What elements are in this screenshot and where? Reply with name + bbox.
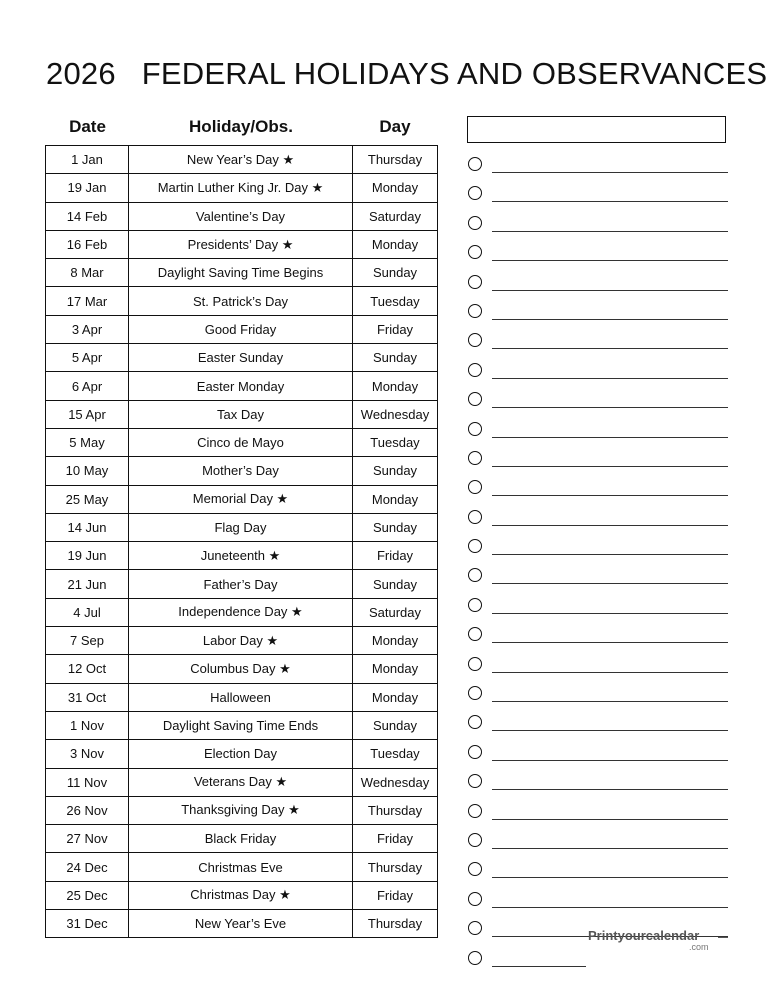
holiday-day-cell: Saturday (353, 202, 438, 230)
table-row (46, 627, 438, 655)
note-line[interactable] (492, 701, 728, 702)
holiday-table (45, 145, 438, 938)
list-item (466, 445, 728, 474)
table-row (46, 796, 438, 824)
note-line[interactable] (492, 348, 728, 349)
holiday-day-cell: Wednesday (353, 400, 438, 428)
note-line[interactable] (492, 672, 728, 673)
holiday-date-cell: 10 May (46, 457, 129, 485)
holiday-name-cell: Valentine’s Day (129, 202, 353, 230)
holiday-name-cell: Black Friday (129, 825, 353, 853)
holiday-name-cell: Election Day (129, 740, 353, 768)
table-row (46, 400, 438, 428)
holiday-date-cell: 1 Jan (46, 146, 129, 174)
holiday-date-cell: 25 May (46, 485, 129, 513)
brand-logo (588, 928, 728, 958)
holiday-name-cell: Halloween (129, 683, 353, 711)
holiday-date-cell: 24 Dec (46, 853, 129, 881)
checkbox-circle-icon[interactable] (468, 715, 482, 729)
checkbox-circle-icon[interactable] (468, 392, 482, 406)
holiday-day-cell: Tuesday (353, 287, 438, 315)
holiday-day-cell: Friday (353, 542, 438, 570)
holiday-date-cell: 25 Dec (46, 881, 129, 909)
checkbox-circle-icon[interactable] (468, 921, 482, 935)
table-row (46, 457, 438, 485)
table-row (46, 174, 438, 202)
holiday-date-cell: 17 Mar (46, 287, 129, 315)
list-item (466, 739, 728, 768)
checkbox-circle-icon[interactable] (468, 216, 482, 230)
holiday-date-cell: 31 Oct (46, 683, 129, 711)
note-line[interactable] (492, 495, 728, 496)
holiday-day-cell: Sunday (353, 457, 438, 485)
list-item (466, 151, 728, 180)
checkbox-circle-icon[interactable] (468, 186, 482, 200)
note-line[interactable] (492, 760, 728, 761)
checkbox-circle-icon[interactable] (468, 627, 482, 641)
table-row (46, 202, 438, 230)
checkbox-circle-icon[interactable] (468, 892, 482, 906)
brand-tld: .com (689, 942, 709, 952)
holiday-date-cell: 3 Nov (46, 740, 129, 768)
note-line[interactable] (492, 642, 728, 643)
holiday-name-cell: Daylight Saving Time Ends (129, 711, 353, 739)
list-item (466, 357, 728, 386)
page-title (46, 52, 768, 96)
holiday-name-cell: Easter Sunday (129, 344, 353, 372)
holiday-name-cell: Father’s Day (129, 570, 353, 598)
holiday-day-cell: Tuesday (353, 428, 438, 456)
holiday-day-cell: Monday (353, 627, 438, 655)
table-row (46, 853, 438, 881)
table-row (46, 881, 438, 909)
holiday-date-cell: 11 Nov (46, 768, 129, 796)
holiday-date-cell: 6 Apr (46, 372, 129, 400)
table-row (46, 428, 438, 456)
checkbox-circle-icon[interactable] (468, 157, 482, 171)
holiday-name-cell: Tax Day (129, 400, 353, 428)
checkbox-circle-icon[interactable] (468, 275, 482, 289)
table-row (46, 683, 438, 711)
holiday-name-cell: Presidents’ Day ★ (129, 230, 353, 258)
table-row (46, 259, 438, 287)
holiday-date-cell: 31 Dec (46, 910, 129, 938)
holiday-date-cell: 16 Feb (46, 230, 129, 258)
note-line[interactable] (492, 907, 728, 908)
note-line[interactable] (492, 378, 728, 379)
title-year: 2026 (46, 56, 116, 91)
list-item (466, 680, 728, 709)
list-item (466, 504, 728, 533)
checkbox-circle-icon[interactable] (468, 422, 482, 436)
holiday-date-cell: 15 Apr (46, 400, 129, 428)
holiday-day-cell: Monday (353, 372, 438, 400)
list-item (466, 386, 728, 415)
holiday-name-cell: Columbus Day ★ (129, 655, 353, 683)
holiday-name-cell: Labor Day ★ (129, 627, 353, 655)
holiday-day-cell: Sunday (353, 570, 438, 598)
list-item (466, 856, 728, 885)
checkbox-circle-icon[interactable] (468, 774, 482, 788)
holiday-date-cell: 8 Mar (46, 259, 129, 287)
note-line[interactable] (492, 290, 728, 291)
list-item (466, 709, 728, 738)
note-line[interactable] (492, 319, 728, 320)
column-header-holiday: Holiday/Obs. (189, 117, 293, 136)
note-line[interactable] (492, 789, 728, 790)
holiday-date-cell: 21 Jun (46, 570, 129, 598)
holiday-date-cell: 4 Jul (46, 598, 129, 626)
checkbox-circle-icon[interactable] (468, 862, 482, 876)
holiday-name-cell: New Year’s Eve (129, 910, 353, 938)
holiday-date-cell: 14 Jun (46, 513, 129, 541)
holiday-name-cell: Christmas Eve (129, 853, 353, 881)
checkbox-circle-icon[interactable] (468, 245, 482, 259)
holiday-day-cell: Monday (353, 655, 438, 683)
list-item (466, 827, 728, 856)
note-line[interactable] (492, 231, 728, 232)
holiday-date-cell: 12 Oct (46, 655, 129, 683)
holiday-day-cell: Thursday (353, 910, 438, 938)
checkbox-circle-icon[interactable] (468, 686, 482, 700)
note-line[interactable] (492, 466, 728, 467)
note-line[interactable] (492, 172, 728, 173)
note-line[interactable] (492, 877, 728, 878)
list-item (466, 562, 728, 591)
checkbox-circle-icon[interactable] (468, 451, 482, 465)
holiday-name-cell: Christmas Day ★ (129, 881, 353, 909)
list-item (466, 621, 728, 650)
holiday-date-cell: 14 Feb (46, 202, 129, 230)
column-header-day: Day (379, 117, 411, 136)
holiday-day-cell: Friday (353, 315, 438, 343)
list-item (466, 798, 728, 827)
title-text: FEDERAL HOLIDAYS AND OBSERVANCES (141, 56, 768, 91)
checkbox-circle-icon[interactable] (468, 480, 482, 494)
holiday-name-cell: Juneteenth ★ (129, 542, 353, 570)
list-item (466, 298, 728, 327)
holiday-name-cell: Good Friday (129, 315, 353, 343)
holiday-date-cell: 26 Nov (46, 796, 129, 824)
list-item (466, 768, 728, 797)
checkbox-circle-icon[interactable] (468, 304, 482, 318)
holiday-day-cell: Sunday (353, 259, 438, 287)
checkbox-circle-icon[interactable] (468, 510, 482, 524)
holiday-day-cell: Sunday (353, 344, 438, 372)
holiday-day-cell: Wednesday (353, 768, 438, 796)
note-line[interactable] (492, 848, 728, 849)
holiday-day-cell: Friday (353, 881, 438, 909)
table-row (46, 598, 438, 626)
holiday-name-cell: Daylight Saving Time Begins (129, 259, 353, 287)
table-row (46, 655, 438, 683)
list-item (466, 210, 728, 239)
holiday-date-cell: 3 Apr (46, 315, 129, 343)
holiday-name-cell: Memorial Day ★ (129, 485, 353, 513)
table-row (46, 513, 438, 541)
holiday-name-cell: St. Patrick’s Day (129, 287, 353, 315)
checkbox-circle-icon[interactable] (468, 363, 482, 377)
notes-checklist (466, 151, 728, 974)
table-row (46, 315, 438, 343)
note-line[interactable] (492, 730, 728, 731)
list-item (466, 592, 728, 621)
notes-heading-box[interactable] (467, 116, 726, 143)
holiday-date-cell: 5 May (46, 428, 129, 456)
holiday-day-cell: Tuesday (353, 740, 438, 768)
note-line[interactable] (492, 554, 728, 555)
checkbox-circle-icon[interactable] (468, 951, 482, 965)
holiday-date-cell: 19 Jun (46, 542, 129, 570)
holiday-day-cell: Sunday (353, 711, 438, 739)
table-row (46, 230, 438, 258)
holiday-name-cell: Mother’s Day (129, 457, 353, 485)
holiday-day-cell: Monday (353, 230, 438, 258)
holiday-day-cell: Thursday (353, 146, 438, 174)
holiday-day-cell: Friday (353, 825, 438, 853)
table-row (46, 287, 438, 315)
table-row (46, 146, 438, 174)
table-row (46, 711, 438, 739)
table-row (46, 344, 438, 372)
checkbox-circle-icon[interactable] (468, 598, 482, 612)
holiday-day-cell: Thursday (353, 796, 438, 824)
holiday-date-cell: 5 Apr (46, 344, 129, 372)
note-line[interactable] (492, 407, 728, 408)
holiday-day-cell: Thursday (353, 853, 438, 881)
holiday-name-cell: Veterans Day ★ (129, 768, 353, 796)
table-row (46, 485, 438, 513)
holiday-name-cell: Independence Day ★ (129, 598, 353, 626)
table-row (46, 570, 438, 598)
table-row (46, 372, 438, 400)
holiday-name-cell: Flag Day (129, 513, 353, 541)
holiday-day-cell: Sunday (353, 513, 438, 541)
holiday-name-cell: New Year’s Day ★ (129, 146, 353, 174)
note-line[interactable] (492, 819, 728, 820)
list-item (466, 416, 728, 445)
note-line[interactable] (492, 966, 586, 967)
checkbox-circle-icon[interactable] (468, 333, 482, 347)
note-line[interactable] (492, 613, 728, 614)
holiday-name-cell: Thanksgiving Day ★ (129, 796, 353, 824)
holiday-name-cell: Martin Luther King Jr. Day ★ (129, 174, 353, 202)
checkbox-circle-icon[interactable] (468, 539, 482, 553)
checkbox-circle-icon[interactable] (468, 657, 482, 671)
table-row (46, 910, 438, 938)
checkbox-circle-icon[interactable] (468, 804, 482, 818)
note-line[interactable] (492, 583, 728, 584)
holiday-day-cell: Monday (353, 174, 438, 202)
list-item (466, 269, 728, 298)
table-row (46, 825, 438, 853)
checkbox-circle-icon[interactable] (468, 833, 482, 847)
list-item (466, 180, 728, 209)
list-item (466, 474, 728, 503)
column-header-date: Date (69, 117, 106, 136)
table-row (46, 542, 438, 570)
note-line[interactable] (492, 437, 728, 438)
list-item (466, 651, 728, 680)
note-line[interactable] (492, 260, 728, 261)
holiday-date-cell: 1 Nov (46, 711, 129, 739)
holiday-day-cell: Saturday (353, 598, 438, 626)
note-line[interactable] (492, 201, 728, 202)
holiday-table-body (46, 146, 438, 938)
holiday-name-cell: Easter Monday (129, 372, 353, 400)
table-row (46, 740, 438, 768)
list-item (466, 327, 728, 356)
holiday-day-cell: Monday (353, 683, 438, 711)
holiday-name-cell: Cinco de Mayo (129, 428, 353, 456)
holiday-date-cell: 7 Sep (46, 627, 129, 655)
brand-name: Printyourcalendar (588, 928, 700, 943)
table-row (46, 768, 438, 796)
holiday-day-cell: Monday (353, 485, 438, 513)
brand-dash (718, 937, 728, 938)
list-item (466, 886, 728, 915)
note-line[interactable] (492, 525, 728, 526)
list-item (466, 533, 728, 562)
list-item (466, 239, 728, 268)
holiday-date-cell: 19 Jan (46, 174, 129, 202)
checkbox-circle-icon[interactable] (468, 745, 482, 759)
holiday-date-cell: 27 Nov (46, 825, 129, 853)
checkbox-circle-icon[interactable] (468, 568, 482, 582)
